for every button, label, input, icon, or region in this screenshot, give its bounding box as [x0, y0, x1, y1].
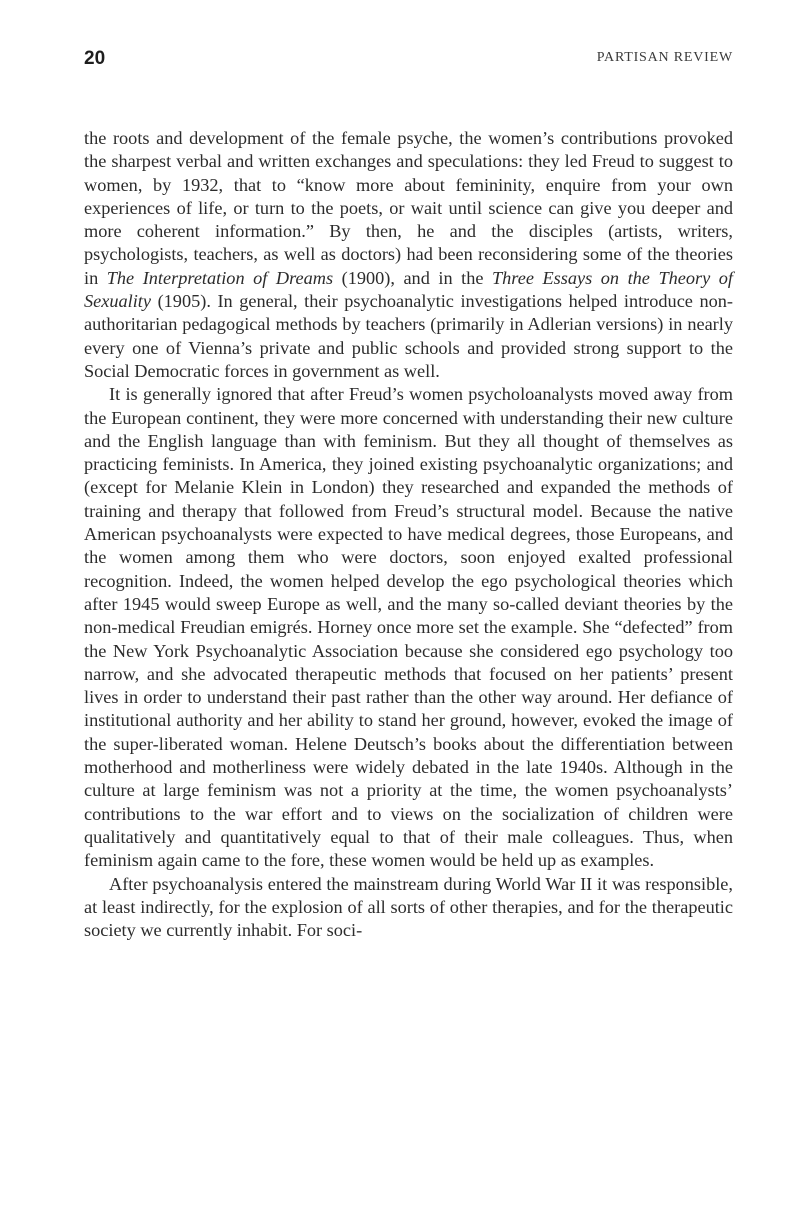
paragraph-2: It is generally ignored that after Freud’s women psycholoanalysts moved away from the European continent, they were more concerned with understanding their new culture and the English language than with feminism. But they all thought of themselves as practicing feminists. In America, they joined existing psychoanalytic organizations; and (except for Melanie Klein in London) they researched and expanded the methods of training and therapy that followed from Freud’s structural model. Because the native American psychoanalysts were expected to have medical degrees, those Europeans, and the women among them who were doctors, soon enjoyed exalted professional recognition. Indeed, the women helped develop the ego psychological theories which after 1945 would sweep Europe as well, and the many so-called deviant theories by the non-medical Freudian emigrés. Horney once more set the example. She “defected” from the New York Psychoanalytic Association because she considered ego psychology too narrow, and she advocated therapeutic methods that focused on her patients’ present lives in order to understand their past rather than the other way around. Her defiance of institutional authority and her ability to stand her ground, however, evoked the image of the super-liberated woman. Helene Deutsch’s books about the differentiation between motherhood and motherliness were widely debated in the late 1940s. Although in the culture at large feminism was not a priority at the time, the women psychoanalysts’ contributions to the war effort and to views on the socialization of children were qualitatively and quantitatively equal to that of their male colleagues. Thus, when feminism again came to the fore, these women would be held up as examples. [84, 384, 733, 871]
page-header [84, 48, 733, 78]
paragraph-1-text-b: (1900), and in the [333, 267, 492, 288]
body-text [84, 127, 733, 942]
page-number: 20 [84, 48, 106, 69]
paragraph-1-text-a: the roots and development of the female psyche, the women’s contributions provoked the sharpest verbal and written exchanges and speculations: they led Freud to suggest to women, by 1932, that to “know more about femininity, enquire from your own experiences of life, or turn to the poets, or wait until science can give you deeper and more coherent information.” By then, he and the disciples (artists, writers, psychologists, teachers, as well as doctors) had been reconsidering some of the theories in [84, 128, 733, 288]
paragraph-3: After psychoanalysis entered the mainstream during World War II it was responsible, at least indirectly, for the explosion of all sorts of other therapies, and for the therapeutic society we currently inhabit. For soci- [84, 873, 733, 941]
book-title-three-essays: Three Essays on the Theory of Sexuality [84, 267, 733, 312]
running-head: PARTISAN REVIEW [596, 50, 733, 65]
paragraph-1-text-c: (1905). In general, their psychoanalytic investigations helped introduce non-authoritarian pedagogical methods by teachers (primarily in Adlerian versions) in nearly every one of Vienna’s private and public schools and provided strong support to the Social Democratic forces in government as well. [84, 291, 733, 381]
book-title-interpretation-of-dreams: The Interpretation of Dreams [106, 267, 334, 288]
paragraph-1 [84, 127, 733, 383]
